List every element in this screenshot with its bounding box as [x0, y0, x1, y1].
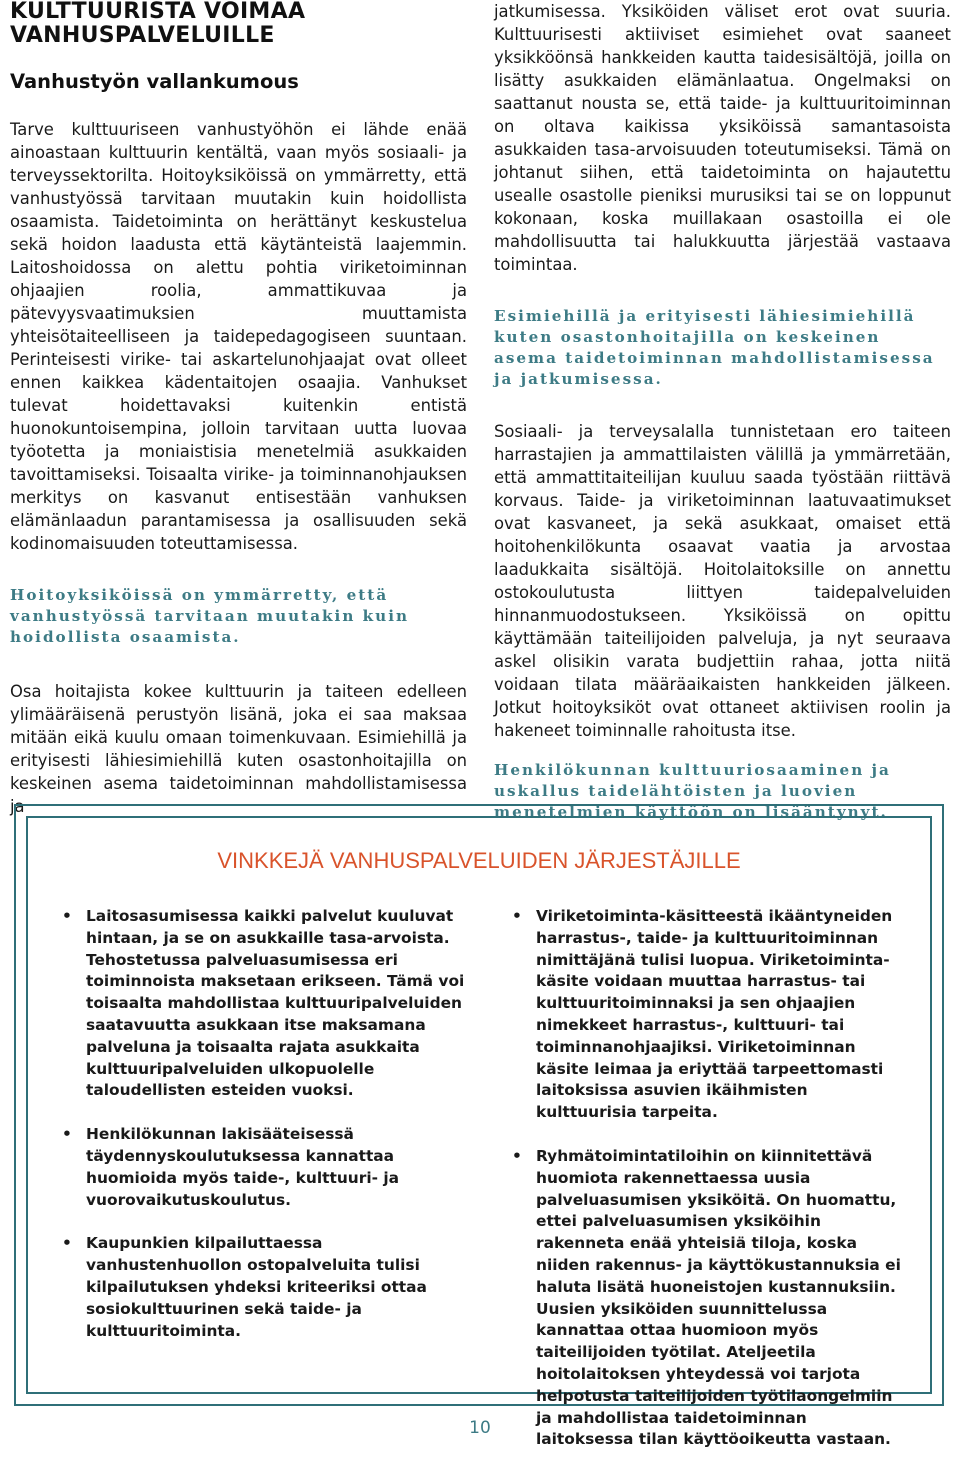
- tip-item: [512, 1146, 902, 1451]
- tips-box-title: VINKKEJÄ VANHUSPALVELUIDEN JÄRJESTÄJILLE: [217, 848, 741, 873]
- tip-text: Ryhmätoimintatiloihin on kiinnitettävä huomiota rakennettaessa uusia palveluasumisen yksiköitä. On huomattu, ettei palveluasumisen yksiköihin rakenneta enää yhteisiä tiloja, koska niiden rakennus- ja käyttökustannuksia ei haluta lisätä huoneistojen kustannuksiin. Uusien yksiköiden suunnittelussa kannattaa ottaa huomioon myös taiteilijoiden työtilat. Ateljeetila hoitolaitoksen yhteydessä voi tarjota helpotusta taiteilijoiden työtilaongelmiin ja mahdollistaa taidetoiminnan laitoksessa tilan käyttöoikeutta vastaan.: [536, 1146, 901, 1449]
- page-title-line1: KULTTUURISTA VOIMAA: [10, 0, 306, 24]
- section-heading: Vanhustyön vallankumous: [10, 70, 299, 93]
- bullet-icon: •: [512, 907, 522, 925]
- left-column: [10, 0, 467, 818]
- pull-quote: Henkilökunnan kulttuuriosaaminen ja uskallus taidelähtöisten ja luovien menetelmien käyttöön on lisääntynyt.: [494, 761, 891, 821]
- page-number: 10: [469, 1418, 491, 1438]
- tips-list-left: [62, 906, 480, 1364]
- bullet-icon: •: [62, 1234, 72, 1253]
- body-paragraph: Tarve kulttuuriseen vanhustyöhön ei lähde enää ainoastaan kulttuurin kentältä, vaan myös sosiaali- ja terveyssektorilta. Hoitoyksiköissä on ymmärretty, että vanhustyössä tarvitaan muutakin kuin hoidollista osaamista. Taidetoiminta on herättänyt keskustelua sekä hoidon laadusta että käytänteistä laajemmin. Laitoshoidossa on alettu pohtia viriketoiminnan ohjaajien roolia, ammattikuvaa ja pätevyysvaatimuksien muuttamista yhteisötaiteelliseen ja taidepedagogiseen suuntaan. Perinteisesti virike- tai askartelunohjaajat ovat olleet ennen kaikkea kädentaitojen osaajia. Vanhukset tulevat hoidettavaksi kuitenkin entistä huonokuntoisempina, jolloin tarvitaan uutta luovaa työotetta ja moniaistisia menetelmiä asukkaiden tavoittamiseksi. Toisaalta virike- ja toiminnanohjauksen merkitys on kasvanut entisestään vanhuksen elämänlaadun parantamisessa ja osallisuuden sekä kodinomaisuuden toteuttamisessa.: [10, 120, 467, 553]
- right-column: [494, 0, 951, 823]
- page-title: [10, 0, 467, 48]
- pull-quote: Esimiehillä ja erityisesti lähiesimiehillä kuten osastonhoitajilla on keskeinen asema taidetoiminnan mahdollistamisessa ja jatkumisessa.: [494, 307, 935, 388]
- tip-text: Viriketoiminta-käsitteestä ikääntyneiden harrastus-, taide- ja kulttuuritoiminnan nimittäjänä tulisi luopua. Viriketoiminta-käsite voidaan muuttaa harrastus- tai kulttuuritoiminnaksi ja sen ohjaajien nimekkeet harrastus-, kulttuuri- tai toiminnanohjaajiksi. Viriketoiminnan käsite leimaa ja eriyttää tarpeettomasti laitoksissa asuvien ikäihmisten kulttuurisia tarpeita.: [536, 907, 893, 1122]
- body-paragraph: Osa hoitajista kokee kulttuurin ja taiteen edelleen ylimääräisenä perustyön lisänä, joka ei saa maksaa mitään eikä kuulu omaan toimenkuvaan. Esimiehillä ja erityisesti lähiesimiehillä kuten osastonhoitajilla on keskeinen asema taidetoiminnan mahdollistamisessa ja: [10, 682, 467, 816]
- bullet-icon: •: [62, 1125, 72, 1144]
- tips-list-right: [512, 906, 902, 1473]
- body-paragraph: Sosiaali- ja terveysalalla tunnistetaan ero taiteen harrastajien ja ammattilaisten välillä ja ymmärretään, että ammattitaiteilijan kuuluu saada työstään riittävä korvaus. Taide- ja viriketoiminnan laatuvaatimukset ovat kasvaneet, ja sekä asukkaat, omaiset että hoitohenkilökunta osaavat vaatia ja arvostaa laadukkaita sisältöjä. Hoitolaitoksille on annettu ostokoulutusta liittyen taidepalveluiden hinnanmuodostukseen. Yksiköissä on opittu käyttämään taiteilijoiden palveluja, ja nyt seuraava askel olisikin varata budjettiin rahaa, jotta niitä voidaan tilata määräaikaisten hankkeiden jälkeen. Jotkut hoitoyksiköt ovat ottaneet aktiivisen roolin ja hakeneet toiminnalle rahoitusta itse.: [494, 422, 951, 740]
- tip-item: [62, 906, 480, 1102]
- bullet-icon: •: [62, 907, 72, 925]
- tip-text: Henkilökunnan lakisääteisessä täydennyskoulutuksessa kannattaa huomioida myös taide-, kulttuuri- ja vuorovaikutuskoulutus.: [86, 1125, 400, 1209]
- tip-item: [512, 906, 902, 1124]
- bullet-icon: •: [512, 1146, 522, 1165]
- pull-quote: Hoitoyksiköissä on ymmärretty, että vanhustyössä tarvitaan muutakin kuin hoidollista osaamista.: [10, 586, 410, 646]
- tip-item: [62, 1124, 480, 1211]
- page-title-line2: VANHUSPALVELUILLE: [10, 23, 275, 48]
- tip-text: Laitosasumisessa kaikki palvelut kuuluvat hintaan, ja se on asukkaille tasa-arvoista. Tehostetussa palveluasumisessa eri toiminnoista maksetaan erikseen. Tämä voi toisaalta mahdollistaa kulttuuripalveluiden saatavuutta asukkaan itse maksamana palveluna ja toisaalta rajata asukkaita kulttuuripalveluiden ulkopuolelle taloudellisten esteiden vuoksi.: [86, 907, 465, 1100]
- tip-item: [62, 1233, 480, 1342]
- body-paragraph: jatkumisessa. Yksiköiden väliset erot ovat suuria. Kulttuurisesti aktiiviset esimiehet ovat saaneet yksikköönsä hankkeiden kautta taidesisältöjä, joilla on lisätty asukkaiden elämänlaatua. Ongelmaksi on saattanut nousta se, että taide- ja kulttuuritoiminnan on oltava kaikissa yksiköissä samantasoista asukkaiden tasa-arvoisuuden toteutumiseksi. Tämä on johtanut siihen, että taidetoiminta on hajautettu usealle osastolle pieniksi murusiksi tai se on loppunut kokonaan, koska muillakaan osastoilla ei ole mahdollisuutta tai halukkuutta järjestää vastaava toimintaa.: [494, 2, 951, 274]
- tip-text: Kaupunkien kilpailuttaessa vanhustenhuollon ostopalveluita tulisi kilpailutuksen yhdeksi kriteeriksi ottaa sosiokulttuurinen sekä taide- ja kulttuuritoiminta.: [86, 1234, 427, 1340]
